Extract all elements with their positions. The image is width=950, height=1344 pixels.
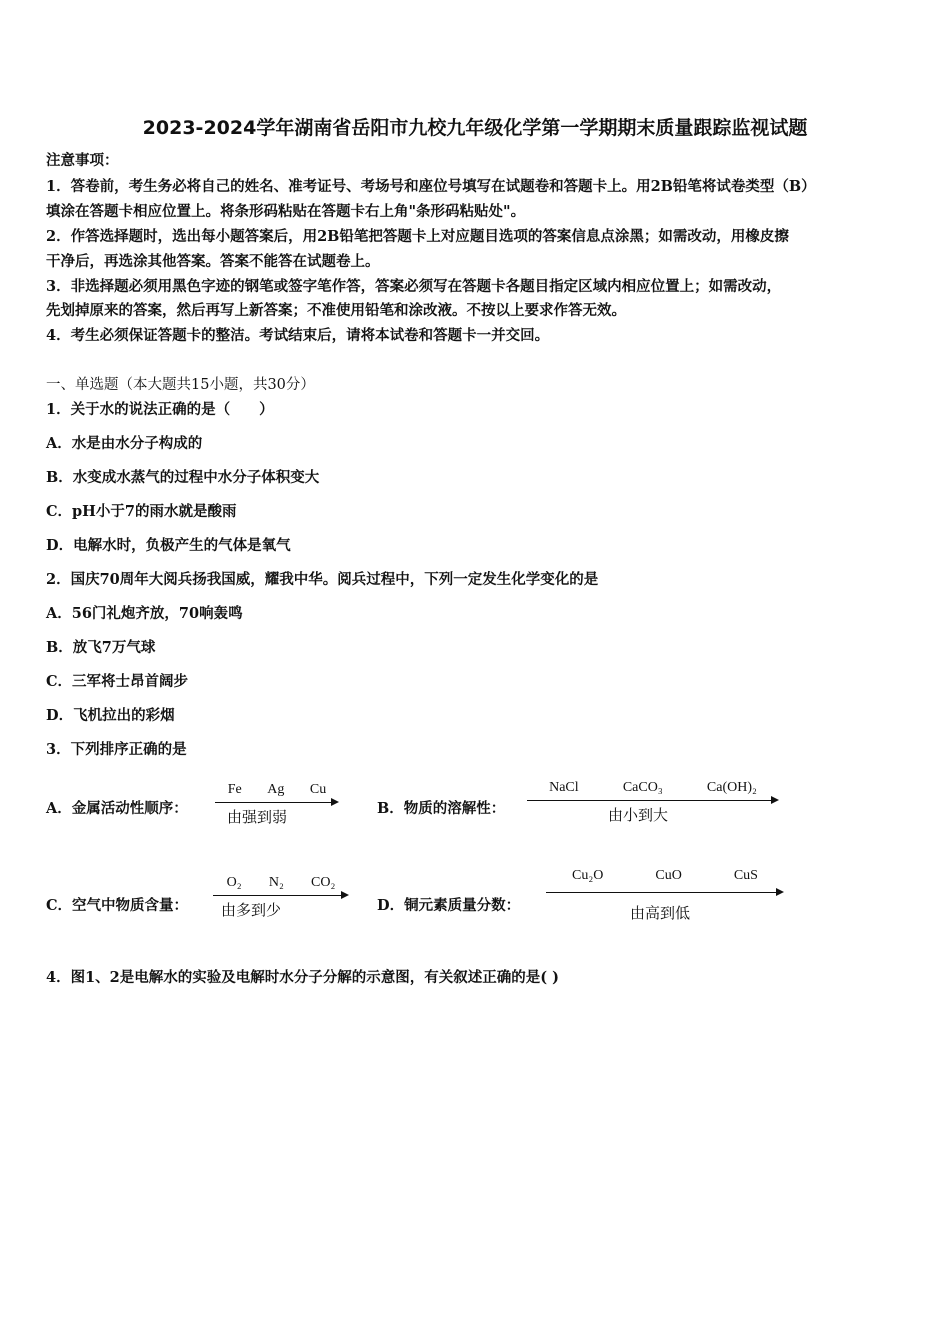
notice-line: 3．非选择题必须用黑色字迹的钢笔或签字笔作答，答案必须写在答题卡各题目指定区域内相应位置上；如需改动， [46, 278, 782, 295]
notice-line: 1．答卷前，考生务必将自己的姓名、准考证号、考场号和座位号填写在试题卷和答题卡上。用2B铅笔将试卷类型（B） [46, 178, 816, 195]
arrow-head-icon [341, 891, 349, 899]
question-stem: 4．图1、2是电解水的实验及电解时水分子分解的示意图，有关叙述正确的是( ) [46, 969, 560, 986]
question-stem: 2．国庆70周年大阅兵扬我国威，耀我中华。阅兵过程中，下列一定发生化学变化的是 [46, 571, 599, 588]
option-b: B．放飞7万气球 [46, 639, 156, 656]
option-a: A．水是由水分子构成的 [46, 435, 203, 452]
notice-heading: 注意事项： [46, 152, 119, 169]
option-b-items [527, 780, 779, 796]
question-stem: 3．下列排序正确的是 [46, 741, 187, 758]
option-c: C．三军将士昂首阔步 [46, 673, 189, 690]
option-c-arrow-diagram [213, 875, 349, 919]
option-c-label: C．空气中物质含量： [46, 897, 189, 914]
substance-label: CuO [655, 868, 682, 883]
option-a-label: A．金属活动性顺序： [46, 800, 188, 817]
substance-label: Ag [267, 782, 285, 797]
notice-line: 4．考生必须保证答题卡的整洁。考试结束后，请将本试卷和答题卡一并交回。 [46, 327, 550, 344]
option-d: D．电解水时，负极产生的气体是氧气 [46, 537, 291, 554]
option-c: C．pH小于7的雨水就是酸雨 [46, 503, 237, 520]
substance-label: CO₂ [311, 875, 336, 890]
option-d-label: D．铜元素质量分数： [377, 897, 521, 914]
order-label: 由高到低 [629, 904, 690, 922]
arrow-shaft [215, 802, 333, 803]
substance-label: N₂ [268, 875, 284, 890]
option-d-arrow-diagram [546, 868, 784, 922]
page-title: 2023-2024学年湖南省岳阳市九校九年级化学第一学期期末质量跟踪监视试题 [142, 117, 808, 139]
substance-label: Cu [309, 782, 327, 797]
notice-line: 先划掉原来的答案，然后再写上新答案；不准使用铅笔和涂改液。不按以上要求作答无效。 [46, 302, 626, 319]
substance-label: CaCO₃ [622, 780, 663, 795]
substance-label: Cu₂O [572, 868, 604, 883]
option-c-items [213, 875, 349, 891]
option-b: B．水变成水蒸气的过程中水分子体积变大 [46, 469, 320, 486]
question-stem: 1．关于水的说法正确的是（ ） [46, 401, 274, 418]
arrow-shaft [527, 800, 773, 801]
arrow-shaft [546, 892, 778, 893]
option-a-arrow-diagram [215, 782, 339, 826]
notice-line: 2．作答选择题时，选出每小题答案后，用2B铅笔把答题卡上对应题目选项的答案信息点涂黑；如需改动，用橡皮擦 [46, 228, 789, 245]
arrow-head-icon [771, 796, 779, 804]
option-b-arrow-diagram [527, 780, 779, 824]
arrow-shaft [213, 895, 343, 896]
order-label: 由多到少 [220, 901, 281, 919]
notice-line: 干净后，再选涂其他答案。答案不能答在试题卷上。 [46, 253, 380, 270]
substance-label: CuS [733, 868, 758, 883]
option-b-label: B．物质的溶解性： [377, 800, 506, 817]
substance-label: NaCl [549, 780, 579, 795]
option-a: A．56门礼炮齐放，70响轰鸣 [46, 605, 243, 622]
arrow-head-icon [776, 888, 784, 896]
order-label: 由小到大 [607, 806, 668, 824]
notice-line: 填涂在答题卡相应位置上。将条形码粘贴在答题卡右上角"条形码粘贴处"。 [46, 203, 526, 220]
option-d-items [546, 868, 784, 884]
substance-label: Ca(OH)₂ [706, 780, 757, 795]
section-heading: 一、单选题（本大题共15小题，共30分） [46, 377, 315, 393]
substance-label: O₂ [226, 875, 242, 890]
order-label: 由强到弱 [226, 808, 287, 826]
option-d: D．飞机拉出的彩烟 [46, 707, 175, 724]
substance-label: Fe [227, 782, 242, 797]
arrow-head-icon [331, 798, 339, 806]
option-a-items [215, 782, 339, 798]
